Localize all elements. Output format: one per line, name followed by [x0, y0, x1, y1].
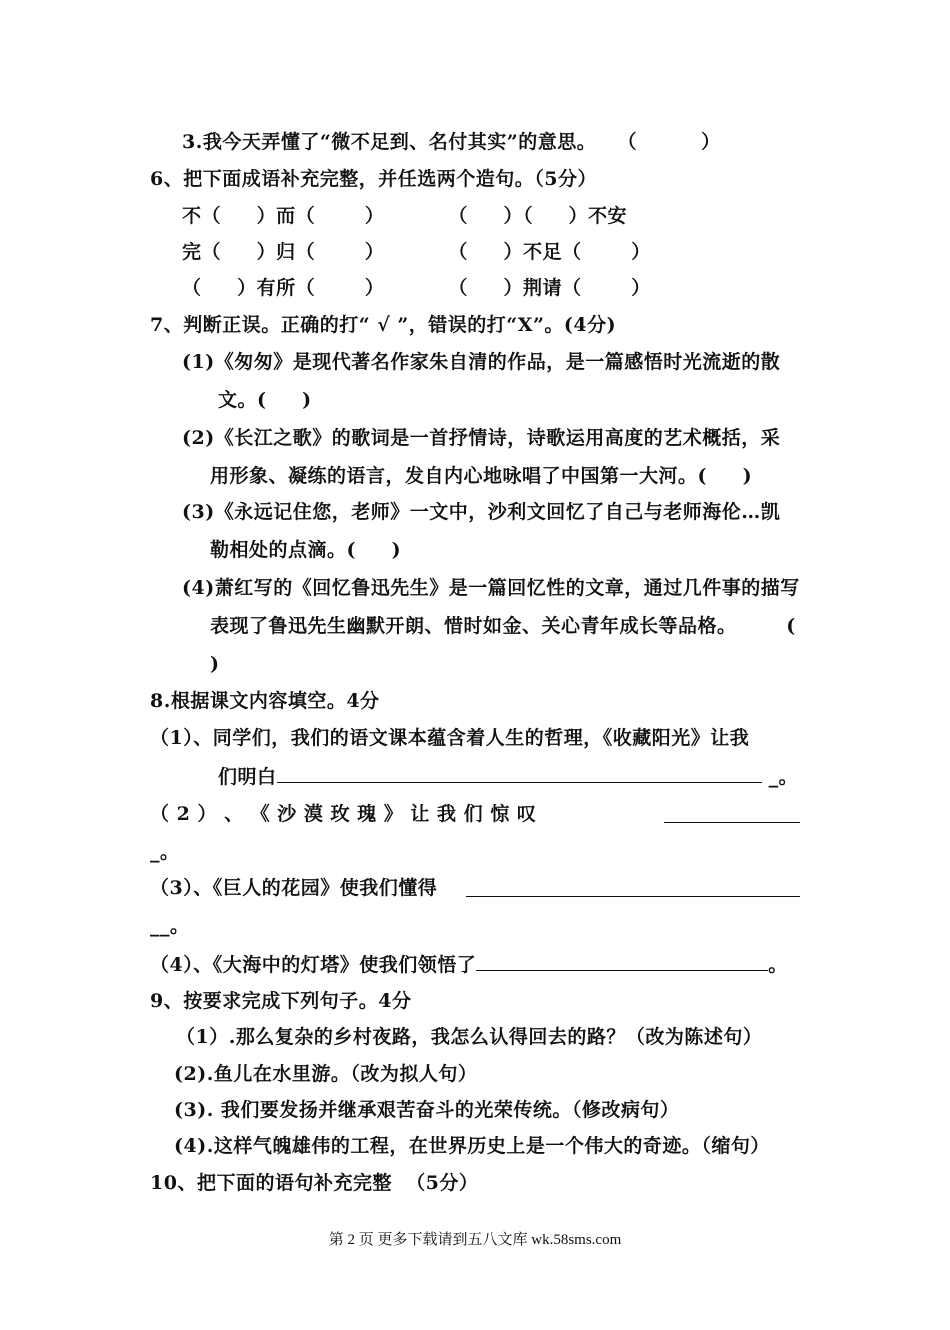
answer-blank[interactable]: [466, 878, 800, 897]
q9-item-3: (3). 我们要发扬并继承艰苦奋斗的光荣传统。（修改病句）: [174, 1099, 680, 1121]
q7-item-2-line-1: (2)《长江之歌》的歌词是一首抒情诗，诗歌运用高度的艺术概括，采: [182, 427, 781, 449]
q7-item-4-line-2: 表现了鲁迅先生幽默开朗、惜时如金、关心青年成长等品格。 (: [210, 615, 796, 637]
q7-item-2-line-2: 用形象、凝练的语言，发自内心地咏唱了中国第一大河。( ): [210, 465, 753, 487]
q9-item-2: (2).鱼儿在水里游。（改为拟人句）: [174, 1063, 478, 1085]
q6-row-1: 不（ ）而（ ） （ ）（ ）不安: [182, 205, 628, 227]
q8-item-1-prefix: 们明白: [218, 766, 277, 788]
q8-item-4-end: 。: [768, 954, 788, 976]
q10-title: 10、把下面的语句补充完整 （5分）: [150, 1172, 479, 1194]
q7-item-4-line-3: ): [210, 653, 220, 675]
q8-item-1-end: _。: [761, 766, 799, 788]
q6-row-3: （ ）有所（ ） （ ）荆请（ ）: [182, 277, 651, 299]
q8-item-2-line-1: [150, 802, 536, 826]
q7-item-1-line-1: (1)《匆匆》是现代著名作家朱自清的作品，是一篇感悟时光流逝的散: [182, 351, 781, 373]
q7-item-3-line-2: 勒相处的点滴。( ): [210, 539, 402, 561]
q8-item-4-prefix: （4）、《大海中的灯塔》使我们领悟了: [150, 954, 477, 976]
q8-item-3-line-2: __。: [150, 915, 190, 937]
q8-item-4: [150, 952, 788, 977]
q8-item-2-prefix: （ 2 ） 、 《 沙 漠 玫 瑰 》 让 我 们 惊 叹: [150, 803, 537, 825]
answer-blank[interactable]: [476, 952, 768, 971]
q9-title: 9、按要求完成下列句子。4分: [150, 990, 412, 1012]
q8-item-1-line-2: [218, 764, 798, 789]
q6-row-2: 完（ ）归（ ） （ ）不足（ ）: [182, 241, 651, 263]
q7-item-1-line-2: 文。( ): [218, 389, 312, 411]
q8-item-1-line-1: （1）、同学们，我们的语文课本蕴含着人生的哲理，《收藏阳光》让我: [150, 727, 750, 749]
page-footer: 第 2 页 更多下载请到五八文库 wk.58sms.com: [328, 1232, 622, 1248]
q7-item-4-line-1: (4)萧红写的《回忆鲁迅先生》是一篇回忆性的文章，通过几件事的描写: [182, 577, 800, 599]
q9-item-4: (4).这样气魄雄伟的工程，在世界历史上是一个伟大的奇迹。（缩句）: [174, 1135, 770, 1157]
answer-blank[interactable]: [277, 764, 762, 783]
q8-item-3-line-1: （3）、《巨人的花园》使我们懂得: [150, 877, 438, 899]
q8-item-2-line-2: _。: [150, 841, 180, 863]
q5-item-3: 3.我今天弄懂了“微不足到、名付其实”的意思。 （ ）: [182, 131, 721, 153]
q8-title: 8.根据课文内容填空。4分: [150, 690, 380, 712]
answer-blank[interactable]: [664, 804, 800, 823]
q6-title: 6、把下面成语补充完整，并任选两个造句。（5分）: [150, 168, 597, 190]
q7-title: 7、判断正误。正确的打“ √ ”，错误的打“X”。(4分): [150, 314, 617, 336]
q7-item-3-line-1: (3)《永远记住您，老师》一文中，沙利文回忆了自己与老师海伦…凯: [182, 501, 781, 523]
q9-item-1: （1）.那么复杂的乡村夜路，我怎么认得回去的路？（改为陈述句）: [176, 1026, 763, 1048]
